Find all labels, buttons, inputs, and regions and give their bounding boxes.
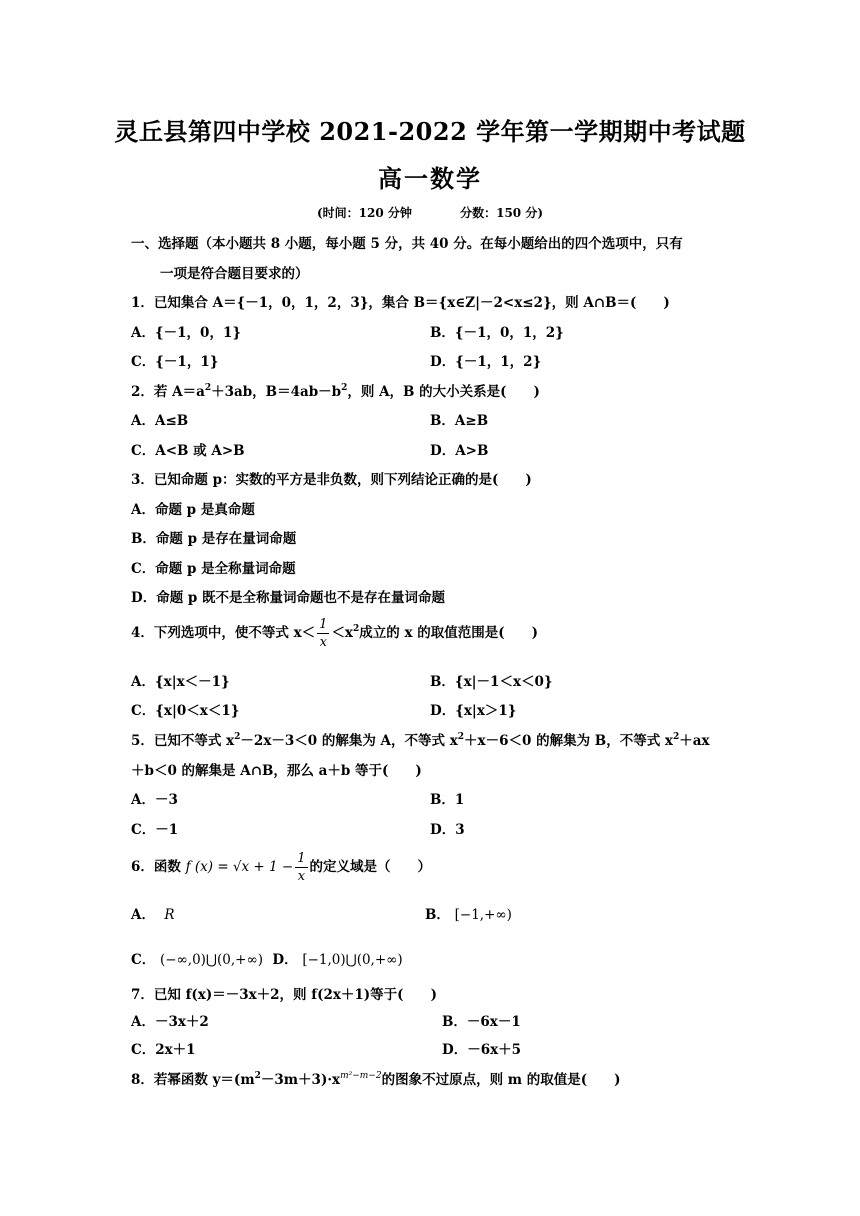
question-2-option-d: D．A>B [430, 443, 489, 459]
question-2-option-a: A．A≤B [131, 413, 189, 429]
question-1-option-a: A．{－1，0，1} [131, 325, 242, 341]
exam-meta [0, 204, 860, 221]
question-3-option-c: C．命题 p 是全称量词命题 [131, 561, 296, 577]
question-2-option-c: C．A<B 或 A>B [131, 443, 245, 459]
function-expression: f (x) = √x + 1 − [185, 859, 294, 875]
question-1-stem: 1．已知集合 A＝{－1，0，1，2，3}，集合 B＝{x∈Z|－2<x≤2}，则 A∩B＝( ) [131, 295, 670, 311]
exam-title: 灵丘县第四中学校 2021-2022 学年第一学期期中考试题 [114, 117, 746, 146]
question-3-stem: 3．已知命题 p：实数的平方是非负数，则下列结论正确的是( ) [131, 472, 532, 488]
question-5-option-c: C．－1 [131, 822, 179, 838]
question-6-option-b: B． [−1,+∞) [425, 907, 512, 923]
section-heading-line1: 一、选择题（本小题共 8 小题，每小题 5 分，共 40 分。在每小题给出的四个选项中，只有 [131, 236, 683, 252]
question-6-stem: 6．函数 f (x) = √x + 1 − $\frac{1}{x}$ 的定义域是（ ） [131, 851, 432, 884]
question-5-option-b: B．1 [430, 792, 465, 808]
question-7-option-c: C．2x＋1 [131, 1042, 196, 1058]
question-4-option-d: D．{x|x＞1} [430, 703, 517, 719]
total-score: 分数：150 分) [460, 206, 543, 220]
time-limit: (时间：120 分钟 [317, 206, 412, 220]
section-heading-line2: 一项是符合题目要求的） [160, 266, 309, 282]
question-5-option-d: D．3 [430, 822, 465, 838]
exam-subtitle: 高一数学 [378, 164, 482, 193]
question-3-option-a: A．命题 p 是真命题 [131, 502, 255, 518]
question-1-option-c: C．{－1，1} [131, 354, 219, 370]
question-4-stem: 4．下列选项中，使不等式 x＜ $\frac{1}{x}$ $<x^2$成立的 x 的取值范围是( ) [131, 617, 538, 650]
question-7-option-d: D．－6x＋5 [442, 1042, 522, 1058]
fraction-1-over-x: $\frac{1}{x}$ [297, 851, 306, 884]
question-1-option-b: B．{－1，0，1，2} [430, 325, 564, 341]
question-8-stem: 8．若幂函数 $y=(m^2-3m+3)\cdot x^{m^2-m-2}$的图象不过原点，则 m 的取值是( ) [131, 1071, 621, 1088]
question-7-option-b: B．－6x－1 [442, 1014, 521, 1030]
question-6-option-a: A． R [131, 907, 175, 923]
power-exponent: m²−m−2 [340, 1071, 382, 1081]
question-5-option-a: A．－3 [131, 792, 178, 808]
fraction-1-over-x: $\frac{1}{x}$ [319, 617, 328, 650]
question-3-option-d: D．命题 p 既不是全称量词命题也不是存在量词命题 [131, 590, 446, 606]
question-4-option-b: B．{x|－1＜x＜0} [430, 674, 553, 690]
question-5-stem-line2: ＋b＜0 的解集是 A∩B，那么 a＋b 等于( ) [131, 763, 422, 779]
question-1-option-d: D．{－1，1，2} [430, 354, 542, 370]
question-4-option-a: A．{x|x＜－1} [131, 674, 230, 690]
question-7-stem: 7．已知 f(x)＝－3x＋2，则 f(2x＋1)等于( ) [131, 987, 437, 1003]
question-7-option-a: A．－3x＋2 [131, 1014, 209, 1030]
question-3-option-b: B．命题 p 是存在量词命题 [131, 531, 297, 547]
question-5-stem-line1: 5．已知不等式 $x^2-2x-3<0$ 的解集为 A，不等式 $x^2+x-6<0$ 的解集为 B，不等式 $x^2+ax$ [131, 732, 710, 749]
question-2-stem: 2．若 $A=a^2+3ab$，$B=4ab-b^2$，则 A，B 的大小关系是( ) [131, 383, 540, 400]
question-6-option-c-d: C． (−∞,0)⋃(0,+∞) D． [−1,0)⋃(0,+∞) [131, 952, 403, 968]
question-2-option-b: B．A≥B [430, 413, 489, 429]
question-4-option-c: C．{x|0＜x＜1} [131, 703, 240, 719]
